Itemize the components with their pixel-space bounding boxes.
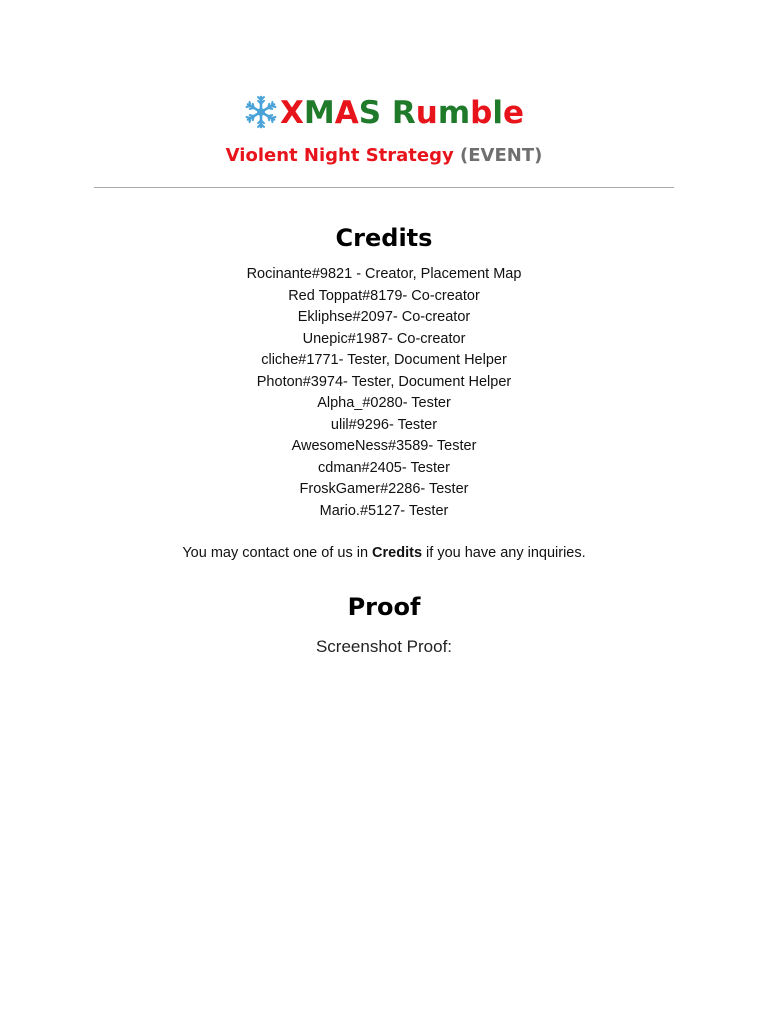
subtitle-tag: (EVENT) [460,145,543,166]
list-item: Unepic#1987- Co-creator [302,330,466,347]
snowflake-graphic [244,95,278,129]
title-letter: u [415,95,438,131]
list-item: Ekliphse#2097- Co-creator [297,309,471,325]
title-letter: A [334,95,359,131]
contact-suffix: if you have any inquiries. [422,545,586,561]
divider [94,187,674,188]
title-letter: e [502,95,525,131]
title-letter: M [303,95,335,131]
list-item: FroskGamer#2286- Tester [299,481,469,497]
title-text [280,95,524,131]
credits-list [0,264,768,522]
title-letter: m [437,95,471,131]
title-letter: b [470,95,493,131]
list-item: Rocinante#9821 - Creator, Placement Map [246,266,522,282]
proof-heading: Proof [347,593,421,621]
list-item: Mario.#5127- Tester [319,502,449,519]
page-title [0,92,768,134]
contact-credits-link: Credits [372,545,423,561]
title-letter: R [391,95,416,131]
snowflake-icon [244,95,278,129]
list-item: AwesomeNess#3589- Tester [291,438,477,454]
list-item: Alpha_#0280- Tester [317,395,451,411]
contact-note [0,543,768,564]
page-subtitle [0,143,768,169]
contact-prefix: You may contact one of us in [182,545,373,561]
list-item: cliche#1771- Tester, Document Helper [261,352,507,368]
list-item: ulil#9296- Tester [330,416,438,433]
title-letter [381,95,392,131]
list-item: Red Toppat#8179- Co-creator [288,287,480,304]
list-item: cdman#2405- Tester [318,459,450,476]
title-letter: l [492,95,503,131]
list-item: Photon#3974- Tester, Document Helper [256,373,512,390]
title-letter: X [279,95,304,131]
title-letter: S [358,95,382,131]
subtitle-main: Violent Night Strategy [225,145,454,166]
proof-caption: Screenshot Proof: [315,637,453,656]
credits-heading: Credits [335,224,433,252]
